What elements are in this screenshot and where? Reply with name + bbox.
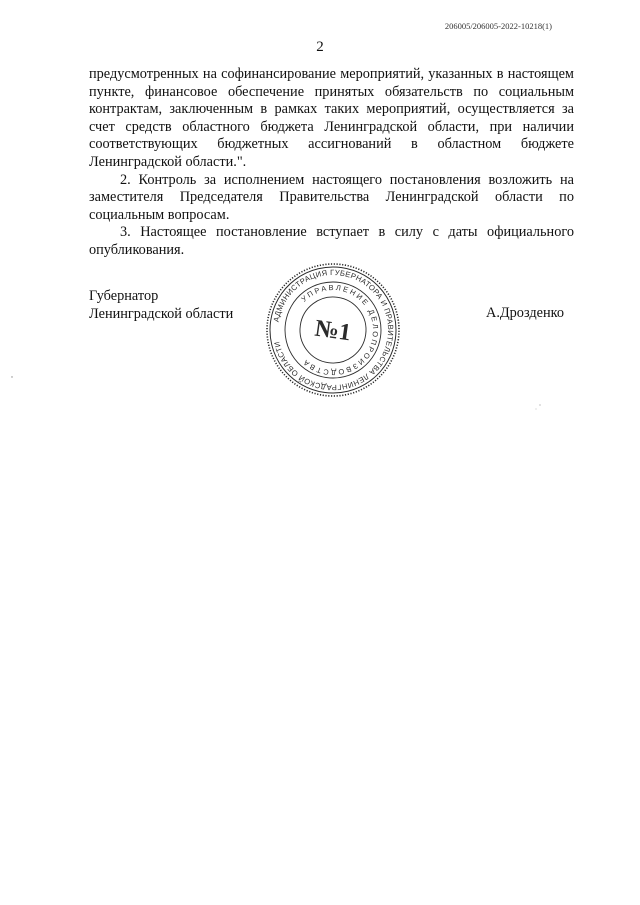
signer-region: Ленинградской области <box>89 305 234 322</box>
seal-inner-text: УПРАВЛЕНИЕ ДЕЛОПРОИЗВОДСТВА <box>299 282 381 378</box>
signer-name: А.Дрозденко <box>486 305 564 321</box>
page-number: 2 <box>316 39 324 55</box>
official-seal-stamp <box>256 253 410 407</box>
paragraph-3: 3. Настоящее постановление вступает в силу с даты официального опубликования. <box>89 224 574 258</box>
document-registration-number: 206005/206005-2022-10218(1) <box>444 21 552 31</box>
document-body <box>89 66 574 260</box>
signer-title: Губернатор <box>89 288 159 304</box>
paragraph-continuation: предусмотренных на софинансирование мероприятий, указанных в настоящем пункте, финансовое обеспечение принятых обязательств по социальным контрактам, заключенным в рамках таких мероприятий, осуществляется за счет средств областного бюджета Ленинградской области, при наличии соответствующих бюджетных ассигнований в областном бюджете Ленинградской области.". <box>89 66 574 170</box>
seal-center-number: №1 <box>313 315 353 347</box>
seal-outer-text: АДМИНИСТРАЦИЯ ГУБЕРНАТОРА И ПРАВИТЕЛЬСТВА ЛЕНИНГРАДСКОЙ ОБЛАСТИ <box>271 267 396 393</box>
paragraph-2: 2. Контроль за исполнением настоящего постановления возложить на заместителя Председателя Правительства Ленинградской области по социальным вопросам. <box>89 171 574 223</box>
signature-position <box>89 288 233 323</box>
